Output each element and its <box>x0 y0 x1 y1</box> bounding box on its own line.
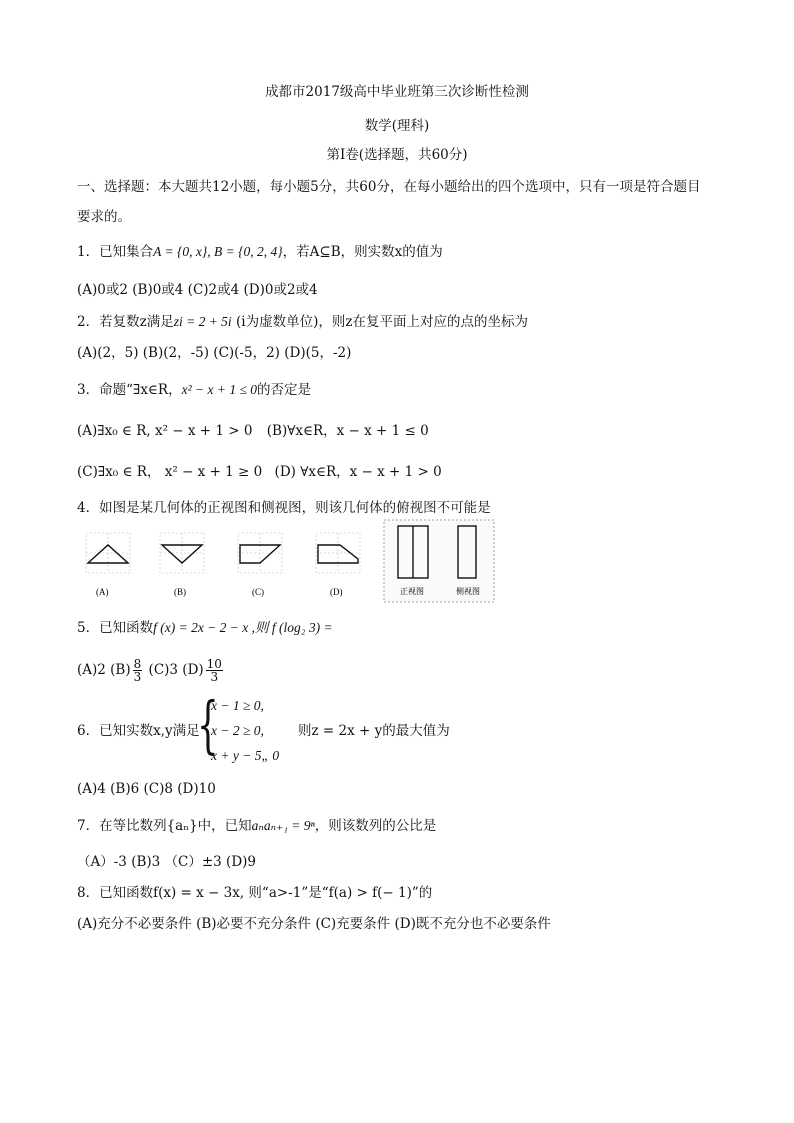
q4-label-d: (D) <box>330 587 343 597</box>
q7-prefix: 7．在等比数列{aₙ}中，已知 <box>77 818 252 834</box>
front-view-label: 正视图 <box>400 587 424 596</box>
exam-subject: 数学(理科) <box>364 118 430 134</box>
q7-math: aₙaₙ₊₁ = 9ⁿ <box>251 818 315 833</box>
q3-options-row-1 <box>77 422 429 440</box>
q4-label-a: (A) <box>96 587 109 597</box>
q1-math: A = {0, x}, B = {0, 2, 4} <box>153 244 283 259</box>
q1-suffix: ，若A⊆B，则实数x的值为 <box>282 244 443 260</box>
q6-options: (A)4 (B)6 (C)8 (D)10 <box>77 781 216 797</box>
q5-math: f (x) = 2x − 2 − x <box>153 620 249 635</box>
q5-suffix: ,则 f (log₂ 3) = <box>248 620 333 635</box>
q5-fraction-d: $\frac{10}{3}$ <box>206 657 222 684</box>
q6-condition-3: x + y − 5„ 0 <box>211 748 280 763</box>
q1-prefix: 1．已知集合 <box>77 244 154 260</box>
instructions-line-1: 一、选择题：本大题共12小题，每小题5分，共60分，在每小题给出的四个选项中，只有一项是符合题目 <box>77 179 701 195</box>
q2-suffix: (i为虚数单位)，则z在复平面上对应的点的坐标为 <box>231 314 528 330</box>
question-1 <box>77 243 443 261</box>
instructions-line-2: 要求的。 <box>77 209 131 225</box>
q5-options-a: (A)2 (B) <box>77 662 131 678</box>
question-3 <box>77 381 311 399</box>
q3-option-a: (A)∃x₀ ∈ R, x² − x + 1 > 0 <box>77 423 253 439</box>
q4-label-c: (C) <box>252 587 264 597</box>
q1-options: (A)0或2 (B)0或4 (C)2或4 (D)0或2或4 <box>77 282 318 298</box>
q4-label-b: (B) <box>174 587 186 597</box>
q3-option-d: (D) ∀x∈R，x − x + 1 > 0 <box>274 464 442 480</box>
q6-suffix: 则z = 2x + y的最大值为 <box>298 723 450 739</box>
q2-prefix: 2．若复数z满足 <box>77 314 174 330</box>
q5-options-c: (C)3 (D) <box>144 662 204 678</box>
q3-options-row-2 <box>77 463 442 481</box>
q6-prefix: 6．已知实数x,y满足 <box>77 723 200 739</box>
q6-condition-2: x − 2 ≥ 0, <box>211 723 264 738</box>
section-title: 第Ⅰ卷(选择题，共60分) <box>326 147 468 163</box>
q7-options: （A）-3 (B)3 （C）±3 (D)9 <box>77 854 256 870</box>
q8-options: (A)充分不必要条件 (B)必要不充分条件 (C)充要条件 (D)既不充分也不必要条件 <box>77 916 551 932</box>
exam-title: 成都市2017级高中毕业班第三次诊断性检测 <box>265 84 529 100</box>
q3-math: x² − x + 1 ≤ 0 <box>181 382 258 397</box>
q2-options: (A)(2，5) (B)(2，-5) (C)(-5，2) (D)(5，-2) <box>77 345 352 361</box>
q5-fraction-b: $\frac{8}{3}$ <box>133 657 142 684</box>
question-7 <box>77 817 436 835</box>
question-5 <box>77 619 333 637</box>
question-8: 8．已知函数f(x) = x − 3x, 则“a>-1”是“f(a) > f(− 1)”的 <box>77 885 433 901</box>
q3-suffix: 的否定是 <box>257 382 312 398</box>
q3-option-c: (C)∃x₀ ∈ R， x² − x + 1 ≥ 0 <box>77 464 263 480</box>
q7-suffix: ，则该数列的公比是 <box>314 818 437 834</box>
q3-prefix: 3．命题“∃x∈R， <box>77 382 182 398</box>
side-view-label: 侧视图 <box>456 587 480 596</box>
q6-brace: { <box>197 688 219 761</box>
q2-math: zi = 2 + 5i <box>173 314 232 329</box>
q3-option-b: (B)∀x∈R，x − x + 1 ≤ 0 <box>266 423 429 439</box>
q4-three-views <box>382 518 496 604</box>
q6-condition-1: x − 1 ≥ 0, <box>211 698 264 713</box>
q5-prefix: 5．已知函数 <box>77 620 154 636</box>
question-4: 4．如图是某几何体的正视图和侧视图，则该几何体的俯视图不可能是 <box>77 500 491 516</box>
question-2 <box>77 313 528 331</box>
q5-options <box>77 655 225 685</box>
